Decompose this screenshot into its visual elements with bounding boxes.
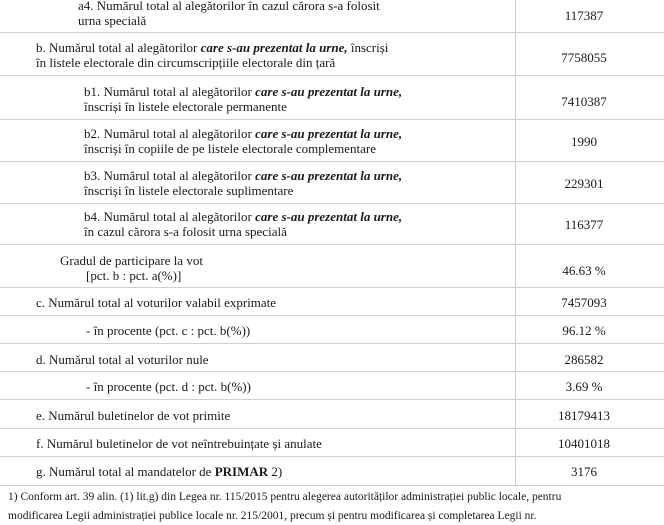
row-divider <box>0 32 664 33</box>
row-divider <box>0 75 664 76</box>
row-a4-label-line2: urna specială <box>78 13 147 28</box>
row-b3-label: b3. Numărul total al alegătorilor care s-au prezentat la urne, <box>84 168 403 183</box>
row-f-label: f. Numărul buletinelor de vot neîntrebuințate și anulate <box>36 436 322 451</box>
row-b3-value: 229301 <box>564 176 604 191</box>
row-c-percent-value: 96.12 % <box>562 323 606 338</box>
row-b4-value: 116377 <box>564 217 604 232</box>
row-divider <box>0 161 664 162</box>
footnote-line-1: 1) Conform art. 39 alin. (1) lit.g) din Legea nr. 115/2015 pentru alegerea autorităților administrației public locale, pentru <box>8 491 562 503</box>
row-e-value: 18179413 <box>558 408 610 423</box>
row-d-label: d. Numărul total al voturilor nule <box>36 352 209 367</box>
participation-formula: [pct. b : pct. a(%)] <box>86 268 182 283</box>
row-c-label: c. Numărul total al voturilor valabil exprimate <box>36 295 277 310</box>
row-divider <box>0 119 664 120</box>
row-g-label: g. Numărul total al mandatelor de PRIMAR 2) <box>36 464 283 479</box>
row-a4-label: a4. Numărul total al alegătorilor în cazul cărora s-a folosit <box>78 0 380 13</box>
row-f-value: 10401018 <box>558 436 610 451</box>
row-b1-value: 7410387 <box>561 94 607 109</box>
participation-label: Gradul de participare la vot <box>60 253 203 268</box>
row-divider <box>0 428 664 429</box>
row-g-value: 3176 <box>571 464 597 479</box>
row-divider <box>0 244 664 245</box>
row-b-label: b. Numărul total al alegătorilor care s-au prezentat la urne, înscriși <box>36 40 389 55</box>
row-divider <box>0 287 664 288</box>
row-b2-label-line2: înscriși în copiile de pe listele electorale complementare <box>84 141 377 156</box>
row-c-value: 7457093 <box>561 295 607 310</box>
row-b2-label: b2. Numărul total al alegătorilor care s-au prezentat la urne, <box>84 126 403 141</box>
row-divider <box>0 315 664 316</box>
row-divider <box>0 485 664 486</box>
row-d-percent-value: 3.69 % <box>565 379 603 394</box>
row-divider <box>0 371 664 372</box>
row-a4-value: 117387 <box>564 8 604 23</box>
row-b4-label: b4. Numărul total al alegătorilor care s-au prezentat la urne, <box>84 209 403 224</box>
row-b-value: 7758055 <box>561 50 607 65</box>
row-b-label-line2: în listele electorale din circumscripțiile electorale din țară <box>36 55 336 70</box>
row-divider <box>0 203 664 204</box>
row-divider <box>0 456 664 457</box>
row-b1-label-line2: înscriși în listele electorale permanente <box>84 99 287 114</box>
participation-value: 46.63 % <box>562 263 606 278</box>
footnote-line-2: modificarea Legii administrației publice locale nr. 215/2001, precum și pentru modificarea și completarea Legii nr. <box>8 510 537 522</box>
row-d-percent-label: - în procente (pct. d : pct. b(%)) <box>86 379 251 394</box>
row-b3-label-line2: înscriși în listele electorale suplimentare <box>84 183 294 198</box>
row-divider <box>0 343 664 344</box>
row-divider <box>0 399 664 400</box>
row-e-label: e. Numărul buletinelor de vot primite <box>36 408 231 423</box>
row-b4-label-line2: în cazul cărora s-a folosit urna specială <box>84 224 287 239</box>
row-b2-value: 1990 <box>571 134 597 149</box>
row-d-value: 286582 <box>564 352 604 367</box>
row-c-percent-label: - în procente (pct. c : pct. b(%)) <box>86 323 251 338</box>
column-divider <box>515 0 516 486</box>
row-b1-label: b1. Numărul total al alegătorilor care s-au prezentat la urne, <box>84 84 403 99</box>
